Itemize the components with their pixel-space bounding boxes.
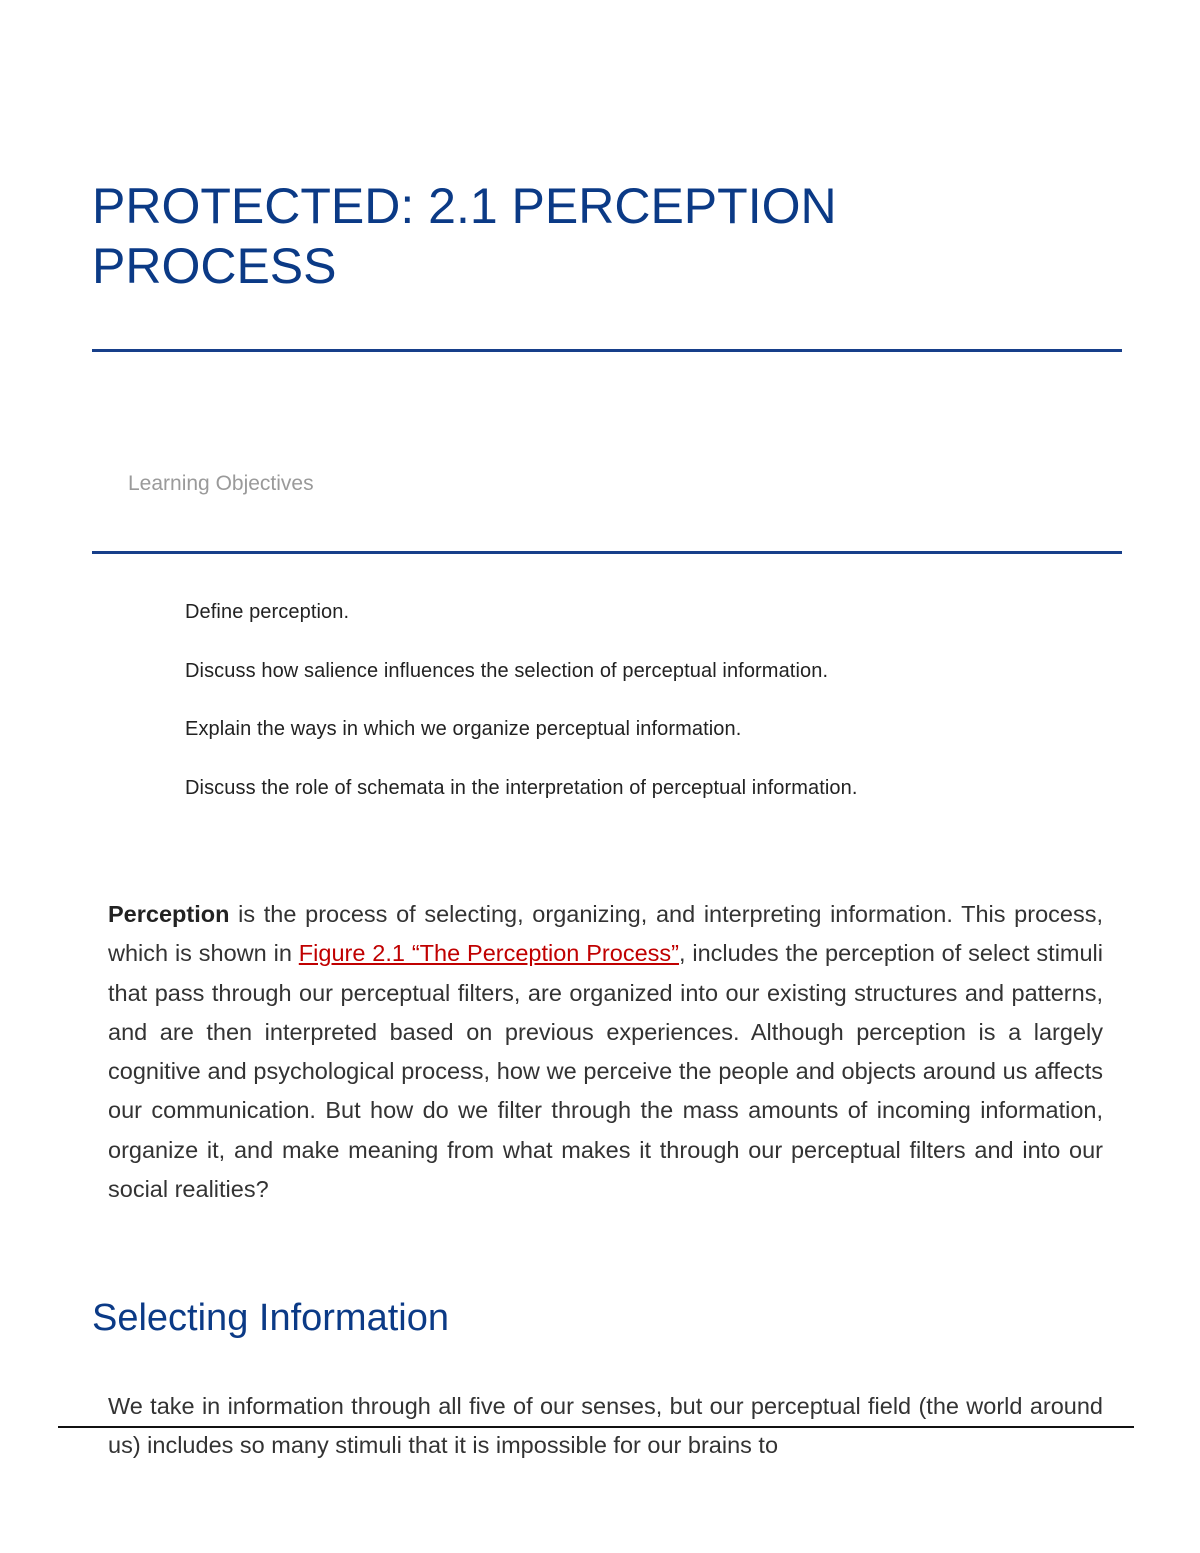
objectives-divider	[92, 551, 1122, 554]
page-break-rule	[58, 1426, 1134, 1428]
intro-text-part-1: is the process of selecting, organizing, and interpreting information. This process, which is shown in	[108, 901, 1103, 967]
objective-item: Discuss the role of schemata in the interpretation of perceptual information.	[185, 776, 858, 799]
intro-paragraph	[108, 895, 1103, 1209]
objective-item: Explain the ways in which we organize perceptual information.	[185, 718, 742, 740]
section-heading-selecting-information: Selecting Information	[92, 1297, 449, 1339]
learning-objectives-list	[185, 598, 858, 832]
title-divider	[92, 349, 1122, 352]
page-title: PROTECTED: 2.1 PERCEPTION PROCESS	[92, 178, 837, 294]
selecting-information-paragraph: We take in information through all five of our senses, but our perceptual field (the world around us) includes so many stimuli that it is impossible for our brains to	[108, 1393, 1103, 1459]
learning-objectives-label: Learning Objectives	[128, 472, 314, 495]
objective-item: Define perception.	[185, 601, 350, 623]
intro-text-part-2: , includes the perception of select stimuli that pass through our perceptual filters, are organized into our existing structures and patterns, and are then interpreted based on previous experiences. Although perception is a largely cognitive and psychological process, how we perceive the people and objects around us affects our communication. But how do we filter through the mass amounts of incoming information, organize it, and make meaning from what makes it through our perceptual filters and into our social realities?	[108, 940, 1103, 1203]
figure-2-1-link[interactable]: Figure 2.1 “The Perception Process”	[298, 940, 679, 967]
objective-item: Discuss how salience influences the selection of perceptual information.	[185, 659, 829, 682]
perception-term: Perception	[108, 901, 230, 927]
